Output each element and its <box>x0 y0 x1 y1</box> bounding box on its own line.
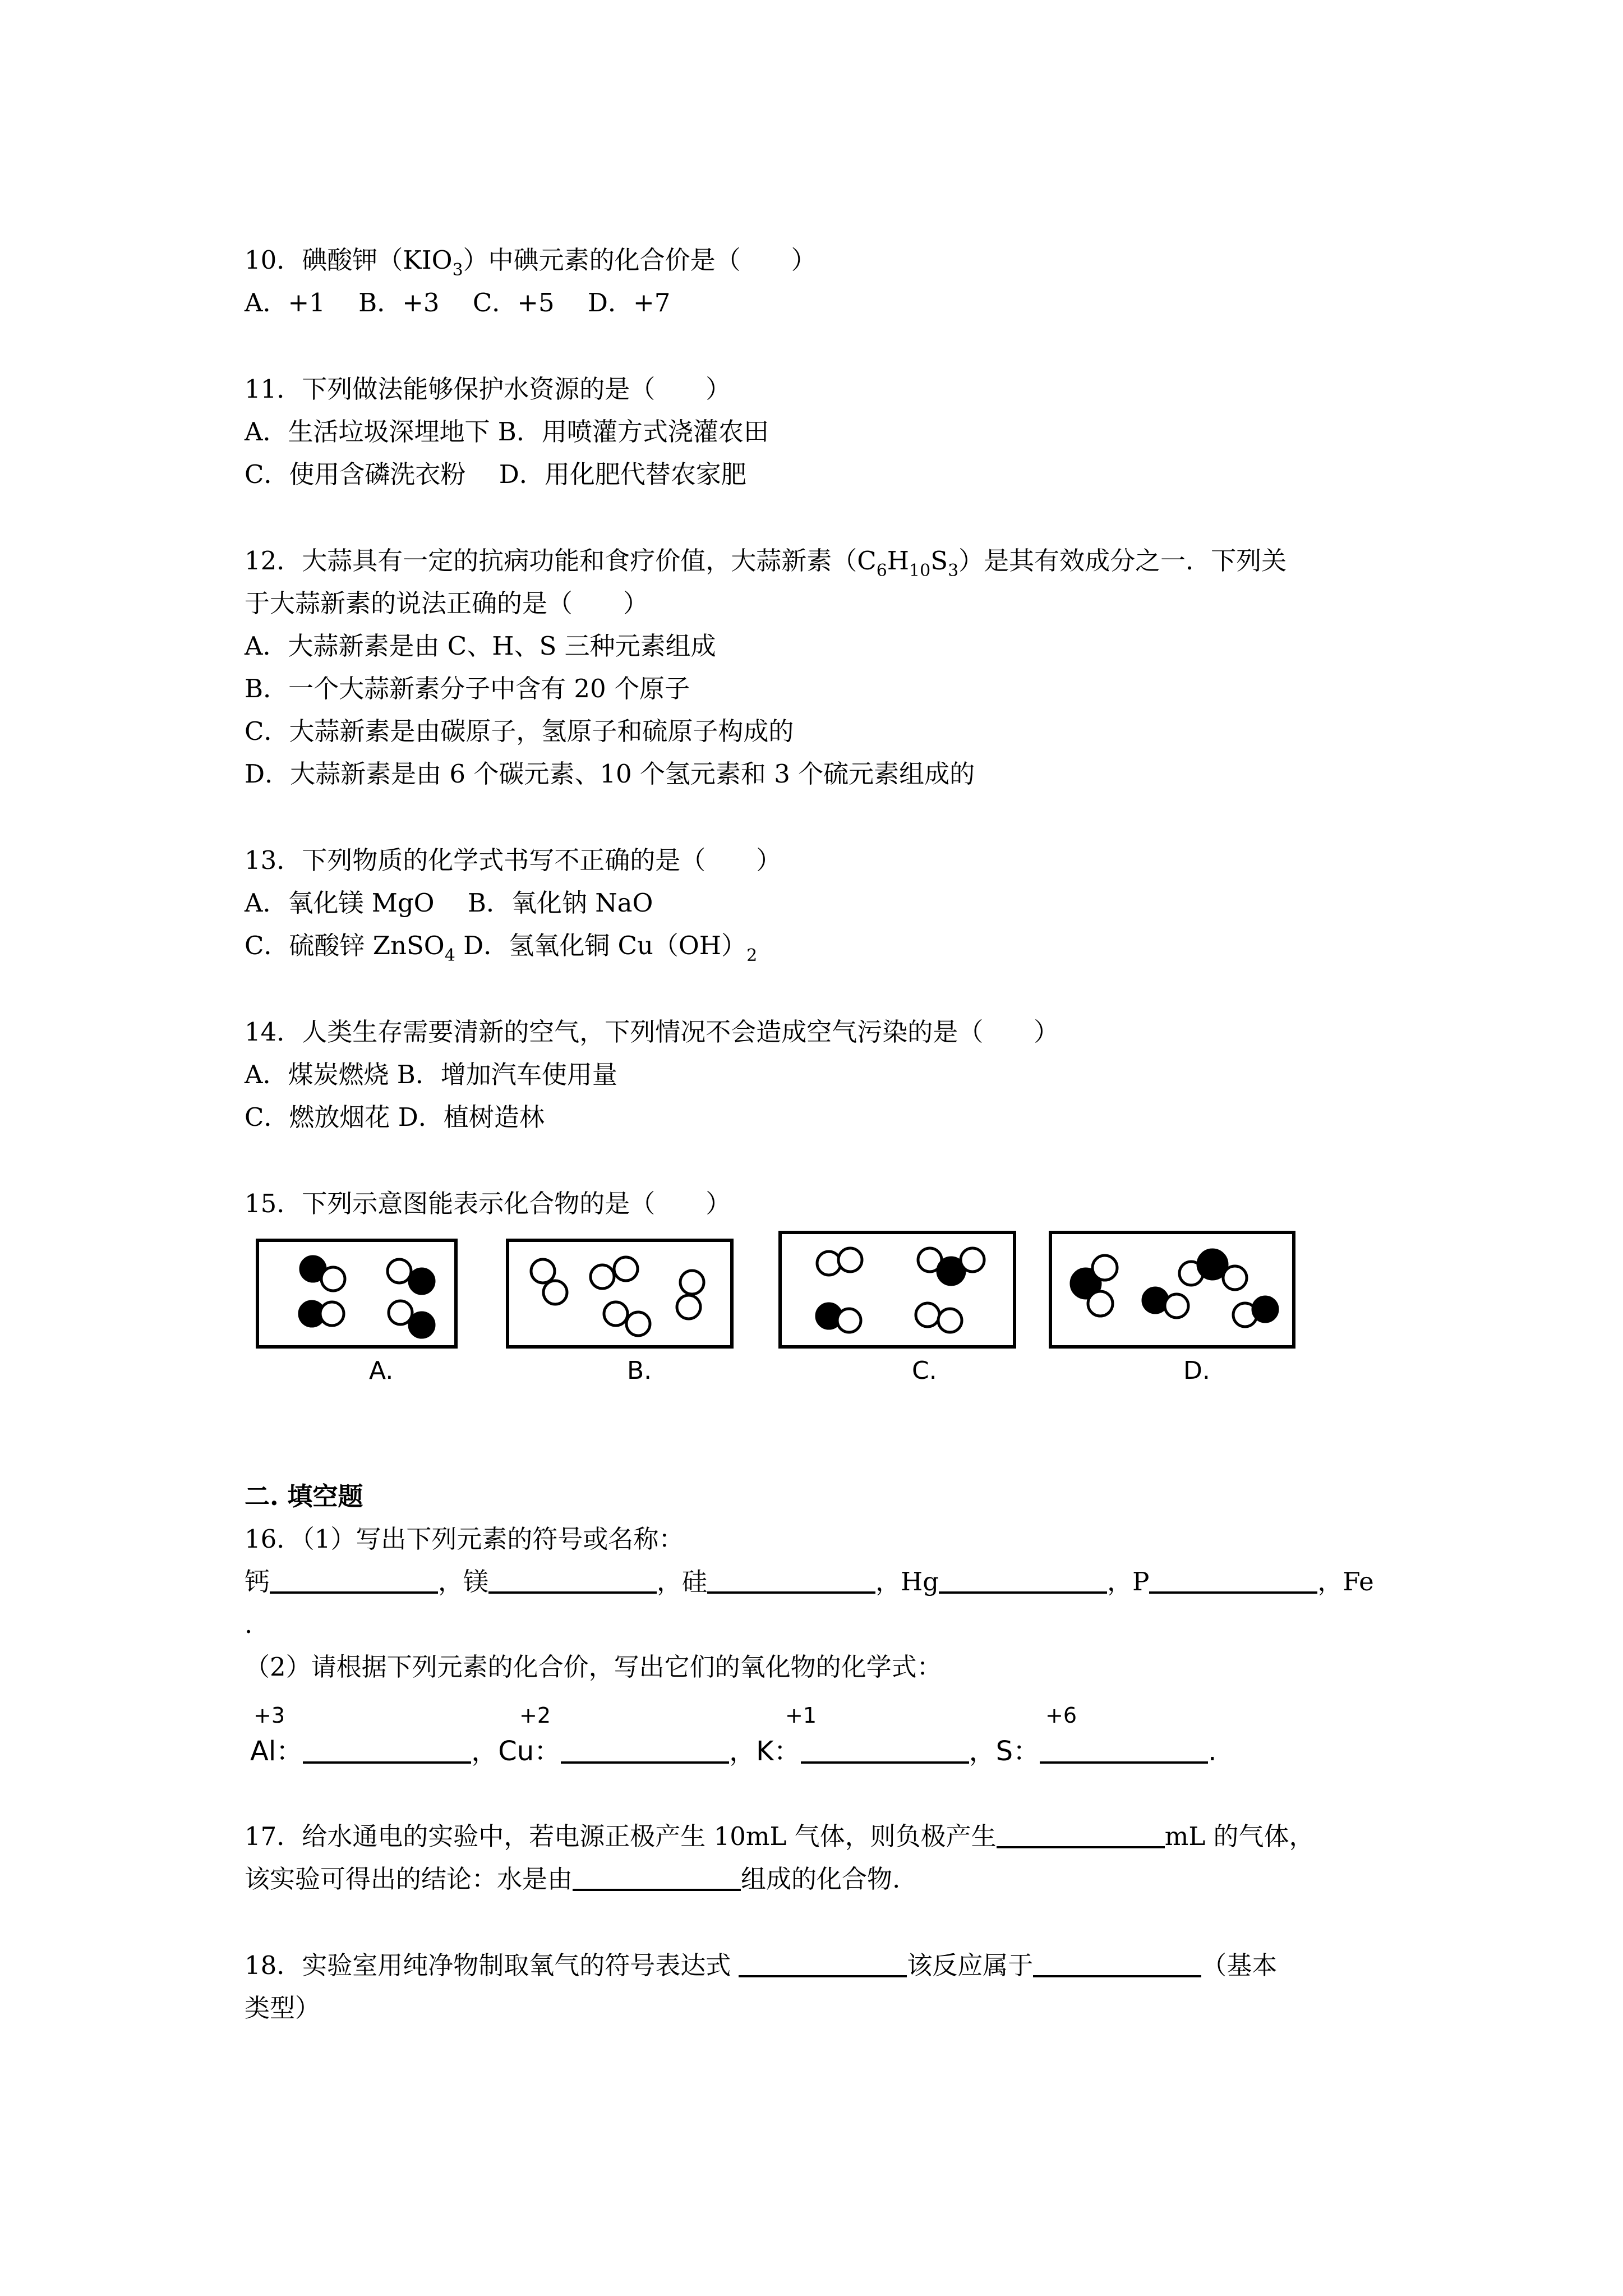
q16-end-mark: . <box>245 1609 253 1639</box>
q15-caption-b: B. <box>627 1356 652 1385</box>
molecule-diagram-d <box>1052 1234 1292 1345</box>
q10-stem: 10．碘酸钾$(KIO_3)$中碘元素的化合价是（ ） <box>245 245 817 280</box>
q10-options: A．+1 B．+3 C．+5 D．+7 <box>245 288 671 318</box>
answer-blank[interactable] <box>707 1568 875 1594</box>
q16-part1: 16．（1）写出下列元素的符号或名称： <box>245 1524 684 1554</box>
q16-oxide-blanks: Al： ，Cu： ，K： ，S： . <box>250 1736 1217 1767</box>
q15-caption-a: A. <box>369 1356 394 1385</box>
q17-line1: 17．给水通电的实验中，若电源正极产生 10mL 气体，则负极产生 mL 的气体， <box>245 1821 1315 1851</box>
q15-caption-c: C. <box>912 1356 937 1385</box>
q12-stem: 12．大蒜具有一定的抗病功能和食疗价值，大蒜新素$(C_6H_{10}S_3)$是其有效成分之一．下列关 <box>245 546 1287 581</box>
valence-k: +1 <box>785 1703 817 1728</box>
q11-options-line1: A．生活垃圾深埋地下 B．用喷灌方式浇灌农田 <box>245 417 769 447</box>
q16-element-blanks: 钙 ，镁 ，硅 ，Hg ，P ，Fe <box>245 1567 1374 1596</box>
answer-blank[interactable] <box>997 1823 1165 1848</box>
molecule-diagram-c <box>782 1234 1013 1345</box>
q17-line2: 该实验可得出的结论：水是由 组成的化合物. <box>245 1864 901 1894</box>
q14-stem: 14．人类生存需要清新的空气，下列情况不会造成空气污染的是（ ） <box>245 1017 1059 1047</box>
molecule-box-b <box>506 1239 734 1349</box>
q13-stem: 13．下列物质的化学式书写不正确的是（ ） <box>245 845 782 875</box>
q15-stem: 15．下列示意图能表示化合物的是（ ） <box>245 1189 731 1218</box>
q18-line2: 类型） <box>245 1993 321 2023</box>
molecule-box-a <box>256 1239 458 1349</box>
section-heading: 二. 填空题 <box>245 1481 363 1511</box>
molecule-diagram-a <box>259 1242 454 1345</box>
answer-blank[interactable] <box>573 1865 741 1891</box>
answer-blank[interactable] <box>939 1568 1107 1594</box>
answer-blank[interactable] <box>739 1952 907 1977</box>
answer-blank[interactable] <box>1033 1952 1201 1977</box>
q13-options-line1: A．氧化镁 MgO B．氧化钠 NaO <box>245 888 653 918</box>
q11-options-line2: C．使用含磷洗衣粉 D．用化肥代替农家肥 <box>245 459 746 489</box>
q12-option-a: A．大蒜新素是由 C、H、S 三种元素组成 <box>245 631 716 661</box>
answer-blank[interactable] <box>801 1738 969 1764</box>
q12-stem-line2: 于大蒜新素的说法正确的是（ ） <box>245 588 649 618</box>
q12-option-c: C．大蒜新素是由碳原子，氢原子和硫原子构成的 <box>245 716 794 746</box>
answer-blank[interactable] <box>488 1568 657 1594</box>
molecule-diagram-b <box>509 1242 730 1345</box>
q16-part2: （2）请根据下列元素的化合价，写出它们的氧化物的化学式： <box>245 1652 942 1682</box>
q14-options-line2: C．燃放烟花 D．植树造林 <box>245 1102 545 1132</box>
q12-option-b: B．一个大蒜新素分子中含有 20 个原子 <box>245 674 690 703</box>
q14-options-line1: A．煤炭燃烧 B．增加汽车使用量 <box>245 1060 617 1089</box>
valence-cu: +2 <box>519 1703 551 1728</box>
answer-blank[interactable] <box>270 1568 438 1594</box>
valence-al: +3 <box>253 1703 285 1728</box>
q13-options-line2: C．硫酸锌 ZnSO$_4$ D．氢氧化铜 $Cu(OH)_2$ <box>245 931 758 965</box>
molecule-box-c <box>778 1231 1016 1349</box>
answer-blank[interactable] <box>561 1738 729 1764</box>
valence-s: +6 <box>1045 1703 1077 1728</box>
answer-blank[interactable] <box>1040 1738 1208 1764</box>
q12-option-d: D．大蒜新素是由 6 个碳元素、10 个氢元素和 3 个硫元素组成的 <box>245 759 975 789</box>
answer-blank[interactable] <box>303 1738 471 1764</box>
molecule-box-d <box>1049 1231 1295 1349</box>
answer-blank[interactable] <box>1149 1568 1317 1594</box>
q11-stem: 11．下列做法能够保护水资源的是（ ） <box>245 374 731 404</box>
q18-line1: 18．实验室用纯净物制取氧气的符号表达式 该反应属于 （基本 <box>245 1950 1278 1980</box>
q15-caption-d: D. <box>1183 1356 1210 1385</box>
